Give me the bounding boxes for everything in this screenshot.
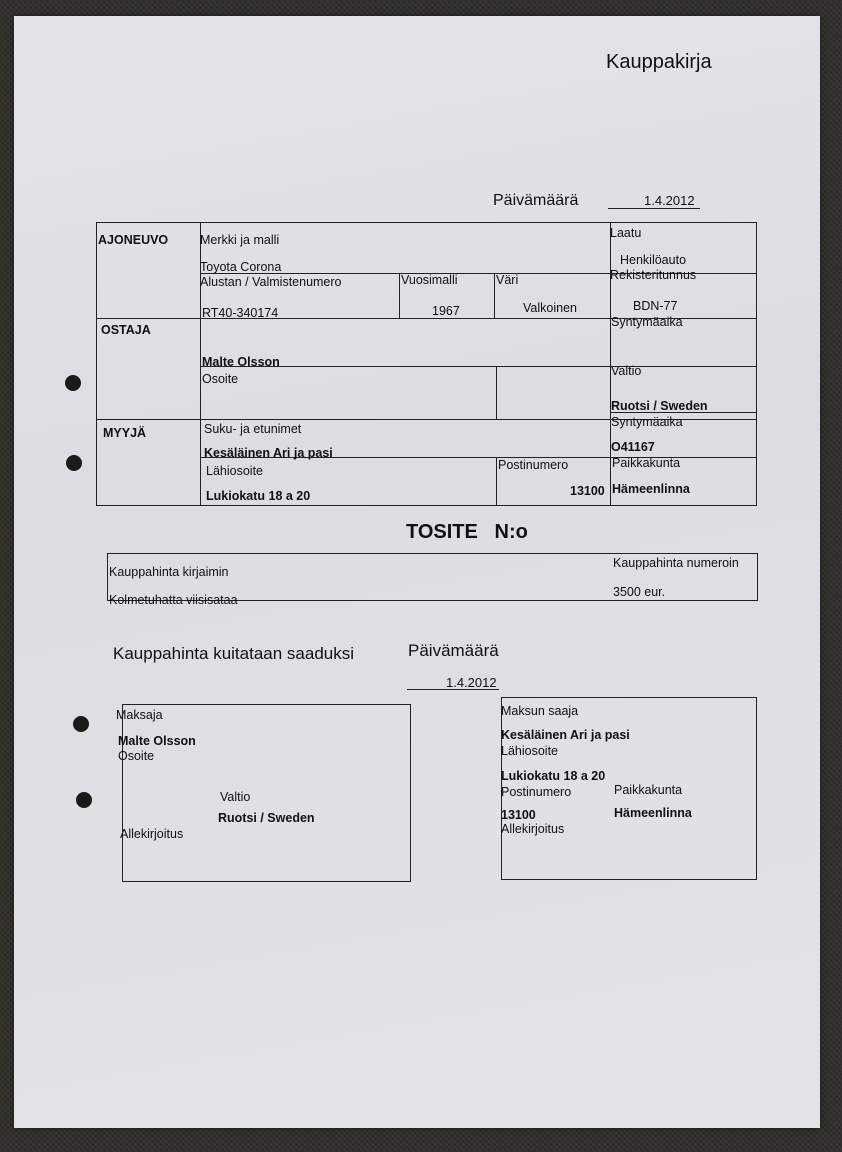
seller-postal-label: Postinumero bbox=[498, 458, 569, 472]
price-words-label: Kauppahinta kirjaimin bbox=[109, 565, 229, 579]
payee-postal-label: Postinumero bbox=[501, 785, 572, 799]
price-number: 3500 eur. bbox=[613, 585, 666, 599]
chassis-label: Alustan / Valmistenumero bbox=[200, 275, 342, 289]
make-model-value: Toyota Corona bbox=[200, 260, 282, 274]
payer-signature-label: Allekirjoitus bbox=[120, 827, 184, 841]
vehicle-section-label: AJONEUVO bbox=[98, 233, 169, 247]
table-divider bbox=[200, 366, 757, 367]
vehicle-type-label: Laatu bbox=[610, 226, 642, 240]
payee-street: Lukiokatu 18 a 20 bbox=[501, 769, 606, 783]
payee-signature-label: Allekirjoitus bbox=[501, 822, 565, 836]
year-value: 1967 bbox=[432, 304, 460, 318]
seller-name: Kesäläinen Ari ja pasi bbox=[204, 446, 333, 460]
binder-hole bbox=[76, 792, 92, 808]
seller-city: Hämeenlinna bbox=[612, 482, 690, 496]
payer-country: Ruotsi / Sweden bbox=[218, 811, 315, 825]
seller-street: Lukiokatu 18 a 20 bbox=[206, 489, 311, 503]
binder-hole bbox=[73, 716, 89, 732]
receipt-date-underline bbox=[407, 689, 499, 690]
document-page bbox=[14, 16, 820, 1128]
make-model-label: Merkki ja malli bbox=[200, 233, 280, 247]
buyer-country: Ruotsi / Sweden bbox=[611, 399, 708, 413]
payer-label: Maksaja bbox=[116, 708, 163, 722]
seller-birth: O41167 bbox=[611, 440, 655, 454]
buyer-section-label: OSTAJA bbox=[101, 323, 151, 337]
registration-value: BDN-77 bbox=[633, 299, 678, 313]
color-value: Valkoinen bbox=[523, 301, 577, 315]
seller-name-label: Suku- ja etunimet bbox=[204, 422, 302, 436]
payee-street-label: Lähiosoite bbox=[501, 744, 558, 758]
date-label: Päivämäärä bbox=[493, 192, 579, 209]
payer-country-label: Valtio bbox=[220, 790, 251, 804]
payee-city-label: Paikkakunta bbox=[614, 783, 683, 797]
price-number-label: Kauppahinta numeroin bbox=[613, 556, 739, 570]
seller-city-label: Paikkakunta bbox=[612, 456, 681, 470]
seller-section-label: MYYJÄ bbox=[103, 426, 147, 440]
payer-name: Malte Olsson bbox=[118, 734, 196, 748]
seller-postal: 13100 bbox=[570, 484, 605, 498]
year-label: Vuosimalli bbox=[401, 273, 458, 287]
receipt-date-label: Päivämäärä bbox=[408, 641, 499, 660]
payer-address-label: Osoite bbox=[118, 749, 155, 763]
table-divider bbox=[399, 273, 400, 318]
seller-birth-label: Syntymäaika bbox=[611, 415, 683, 429]
payer-box bbox=[122, 704, 411, 882]
seller-street-label: Lähiosoite bbox=[206, 464, 263, 478]
date-underline bbox=[608, 208, 700, 209]
receipt-date-value: 1.4.2012 bbox=[446, 675, 497, 690]
acknowledgement-text: Kauppahinta kuitataan saaduksi bbox=[113, 644, 355, 663]
payee-name: Kesäläinen Ari ja pasi bbox=[501, 728, 630, 742]
receipt-title: TOSITE N:o bbox=[406, 521, 528, 543]
color-label: Väri bbox=[496, 273, 519, 287]
buyer-birth-label: Syntymäaika bbox=[611, 315, 683, 329]
payee-city: Hämeenlinna bbox=[614, 806, 692, 820]
binder-hole bbox=[66, 455, 82, 471]
table-divider bbox=[496, 457, 497, 506]
date-value: 1.4.2012 bbox=[644, 193, 695, 208]
buyer-address-label: Osoite bbox=[202, 372, 239, 386]
table-divider bbox=[496, 366, 497, 419]
table-divider bbox=[494, 273, 495, 318]
buyer-country-label: Valtio bbox=[611, 364, 642, 378]
binder-hole bbox=[65, 375, 81, 391]
price-words: Kolmetuhatta viisisataa bbox=[109, 593, 238, 607]
payee-postal: 13100 bbox=[501, 808, 536, 822]
chassis-value: RT40-340174 bbox=[202, 306, 279, 320]
registration-label: Rekisteritunnus bbox=[610, 268, 697, 282]
vehicle-type-value: Henkilöauto bbox=[620, 253, 687, 267]
document-title: Kauppakirja bbox=[606, 51, 712, 73]
payee-label: Maksun saaja bbox=[501, 704, 579, 718]
buyer-name: Malte Olsson bbox=[202, 355, 280, 369]
